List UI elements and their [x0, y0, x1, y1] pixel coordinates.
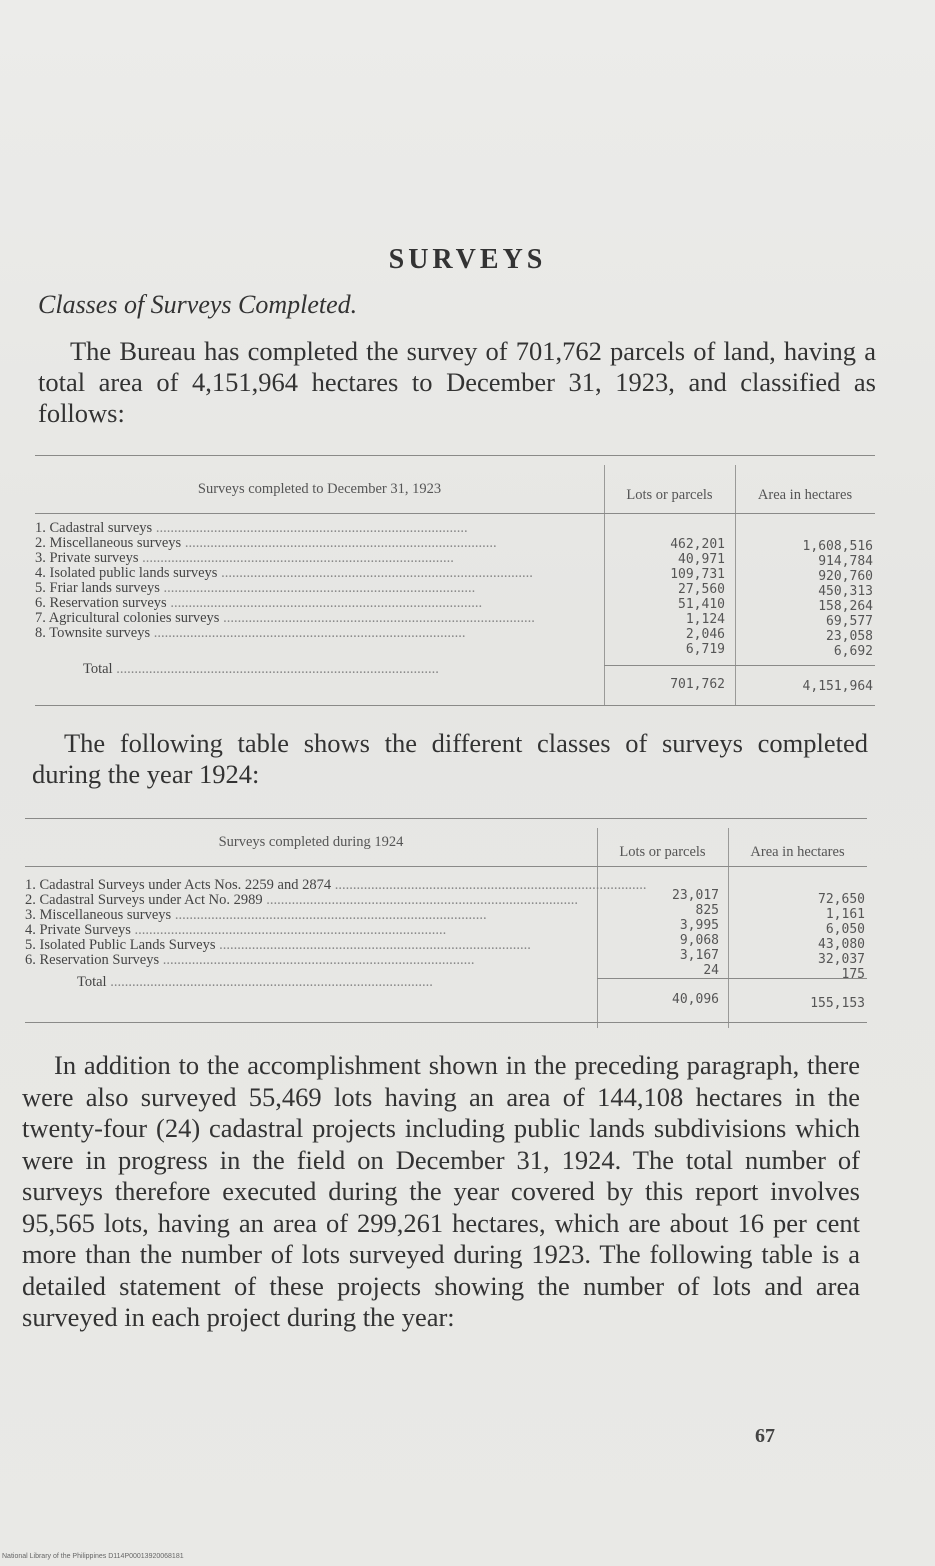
subsection-heading: Classes of Surveys Completed. — [38, 290, 358, 319]
cell-area: 6,050 — [825, 922, 865, 937]
cell-area: 43,080 — [818, 937, 865, 952]
cell-lots: 27,560 — [678, 582, 725, 597]
total-row-label: Total ......................................................................................... — [83, 661, 439, 677]
cell-lots: 109,731 — [670, 567, 725, 582]
table-row: 5. Friar lands surveys ...................................................................................... — [35, 580, 476, 596]
table-row: 2. Cadastral Surveys under Act No. 2989 ...................................................................................... — [25, 892, 578, 908]
column-header-lots: Lots or parcels — [619, 844, 706, 860]
table-row: 6. Reservation Surveys ...................................................................................... — [25, 952, 475, 968]
table-row: 3. Miscellaneous surveys ...................................................................................... — [25, 907, 487, 923]
cell-area: 920,760 — [818, 569, 873, 584]
section-heading: SURVEYS — [388, 244, 547, 275]
table-row: 3. Private surveys ...................................................................................... — [35, 550, 454, 566]
bleed-through-text — [120, 60, 820, 170]
cell-area: 175 — [841, 967, 865, 982]
cell-area: 23,058 — [826, 629, 873, 644]
total-area: 155,153 — [810, 996, 865, 1011]
cell-lots: 23,017 — [672, 888, 719, 903]
table-row: 1. Cadastral surveys ...................................................................................... — [35, 520, 468, 536]
cell-area: 1,161 — [825, 907, 865, 922]
cell-lots: 3,995 — [679, 918, 719, 933]
cell-lots: 825 — [695, 903, 719, 918]
table-row: 4. Private Surveys ...................................................................................... — [25, 922, 447, 938]
column-header-area: Area in hectares — [750, 844, 845, 860]
cell-area: 32,037 — [818, 952, 865, 967]
cell-lots: 51,410 — [678, 597, 725, 612]
total-lots: 701,762 — [670, 677, 725, 692]
cell-lots: 3,167 — [679, 948, 719, 963]
total-row-label: Total ......................................................................................... — [77, 974, 433, 990]
table-surveys-1923 — [35, 455, 875, 707]
table-row: 2. Miscellaneous surveys ...................................................................................... — [35, 535, 497, 551]
cell-area: 450,313 — [818, 584, 873, 599]
total-lots: 40,096 — [672, 992, 719, 1007]
area-column — [737, 892, 865, 982]
cell-lots: 40,971 — [678, 552, 725, 567]
column-header-description: Surveys completed to December 31, 1923 — [197, 481, 442, 497]
lots-column — [607, 888, 719, 978]
table-row: 8. Townsite surveys ...................................................................................... — [35, 625, 466, 641]
cell-area: 6,692 — [833, 644, 873, 659]
cell-area: 72,650 — [818, 892, 865, 907]
paragraph-additional-surveys: In addition to the accomplishment shown in the preceding paragraph, there were also surveyed 55,469 lots having an area of 144,108 hectares in the twenty-four (24) cadastral projects including public lands subdivisions which were in progress in the field on December 31, 1924. The total number of surveys therefore executed during the year covered by this report involves 95,565 lots, having an area of 299,261 hectares, which are about 16 per cent more than the number of lots surveyed during 1923. The following table is a detailed statement of these projects showing the number of lots and area surveyed in each project during the year: — [22, 1050, 860, 1332]
table-rows — [25, 877, 647, 968]
table-row: 7. Agricultural colonies surveys ...................................................................................... — [35, 610, 535, 626]
cell-lots: 1,124 — [685, 612, 725, 627]
column-header-lots: Lots or parcels — [626, 487, 713, 503]
library-footer: National Library of the Philippines D114P00013920068181 — [2, 1553, 184, 1560]
area-column — [745, 539, 873, 659]
column-header-area: Area in hectares — [757, 487, 853, 503]
table-row: 5. Isolated Public Lands Surveys ...................................................................................... — [25, 937, 531, 953]
table-row: 4. Isolated public lands surveys ...................................................................................... — [35, 565, 533, 581]
page-number: 67 — [755, 1425, 775, 1447]
table-surveys-1924 — [25, 818, 867, 1030]
cell-lots: 2,046 — [685, 627, 725, 642]
total-area: 4,151,964 — [802, 679, 873, 694]
cell-lots: 462,201 — [670, 537, 725, 552]
cell-lots: 24 — [703, 963, 719, 978]
cell-lots: 6,719 — [685, 642, 725, 657]
table-row: 1. Cadastral Surveys under Acts Nos. 2259 and 2874 ...................................................................................... — [25, 877, 647, 893]
cell-area: 69,577 — [826, 614, 873, 629]
table-rows — [35, 521, 595, 641]
table-row: 6. Reservation surveys ...................................................................................... — [35, 595, 483, 611]
column-header-description: Surveys completed during 1924 — [218, 834, 404, 850]
paragraph-intro: The Bureau has completed the survey of 701,762 parcels of land, having a total area of 4,151,964 hectares to December 31, 1923, and classified as follows: — [38, 336, 876, 428]
cell-area: 1,608,516 — [802, 539, 873, 554]
cell-area: 158,264 — [818, 599, 873, 614]
cell-lots: 9,068 — [679, 933, 719, 948]
paragraph-table2-intro: The following table shows the different classes of surveys completed during the year 1924: — [32, 728, 868, 789]
lots-column — [615, 537, 725, 657]
cell-area: 914,784 — [818, 554, 873, 569]
